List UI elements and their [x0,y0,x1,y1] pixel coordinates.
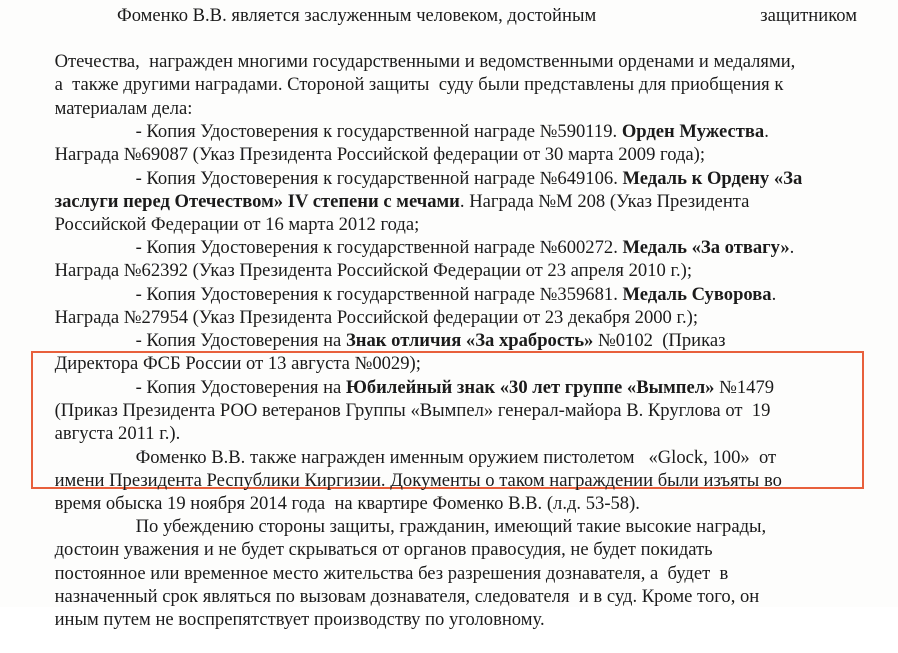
text-span: (Приказ Президента РОО ветеранов Группы «Вымпел» генерал-майора В. Круглова от 19 [54,400,771,421]
text-span: иным путем не воспрепятствует производству по уголовному. [54,609,545,630]
text-span: Фоменко В.В. является заслуженным человеком, достойным [117,5,597,26]
award-name: Орден Мужества [621,121,765,142]
text-span: . [764,121,769,142]
text-span: постоянное или временное место жительства без разрешения дознавателя, а будет в [54,563,729,584]
text-span: материалам дела: [54,98,193,119]
text-span: По убеждению стороны защиты, гражданин, имеющий такие высокие награды, [135,516,767,537]
text-span: - Копия Удостоверения к государственной награде №590119. [135,121,622,142]
text-span: - Копия Удостоверения на [135,330,346,351]
cropped-text-fragment [30,0,130,6]
text-span: назначенный срок являться по вызовам дознавателя, следователя и в суд. Кроме того, он [54,586,760,607]
text-line [117,5,857,27]
award-name: Медаль «За отвагу» [622,237,790,258]
text-span: Награда №69087 (Указ Президента Российской федерации от 30 марта 2009 года); [54,144,706,165]
text-span: №1479 [714,377,775,398]
text-span: достоин уважения и не будет скрываться от органов правосудия, не будет покидать [54,539,713,560]
text-span: - Копия Удостоверения к государственной награде №359681. [135,284,623,305]
text-span: Награда №62392 (Указ Президента Российской Федерации от 23 апреля 2010 г.); [54,260,692,281]
text-span: время обыска 19 ноября 2014 года на квартире Фоменко В.В. (л.д. 53-58). [54,493,640,514]
award-name: заслуги перед Отечеством» IV степени с мечами [54,191,460,212]
text-span: - Копия Удостоверения к государственной награде №600272. [135,237,623,258]
text-span: имени Президента Республики Киргизии. Документы о таком награждении были изъяты во [54,470,782,491]
award-name: Медаль Суворова [622,284,772,305]
text-span: Фоменко В.В. также награжден именным оружием пистолетом «Glock, 100» от [135,447,777,468]
text-span: . Награда №М 208 (Указ Президента [459,191,750,212]
text-span: . [771,284,777,305]
text-span: Российской Федерации от 16 марта 2012 года; [54,214,420,235]
text-span: Награда №27954 (Указ Президента Российской федерации от 23 декабря 2000 г.); [54,307,699,328]
text-span: защитником [760,5,857,26]
award-name: Знак отличия «За храбрость» [345,330,594,351]
text-span: а также другими наградами. Стороной защиты суду были представлены для приобщения к [54,74,784,95]
award-name: Медаль к Ордену «За [622,168,803,189]
text-span: - Копия Удостоверения на [135,377,346,398]
text-span: Директора ФСБ России от 13 августа №0029); [54,353,421,374]
text-span: Отечества, награжден многими государственными и ведомственными орденами и медалями, [54,51,796,72]
text-span: . [789,237,795,258]
award-name: Юбилейный знак «30 лет группе «Вымпел» [345,377,715,398]
text-span: - Копия Удостоверения к государственной награде №649106. [135,168,623,189]
text-line [36,587,545,653]
text-span: августа 2011 г.). [54,423,181,444]
text-span: №0102 (Приказ [593,330,726,351]
